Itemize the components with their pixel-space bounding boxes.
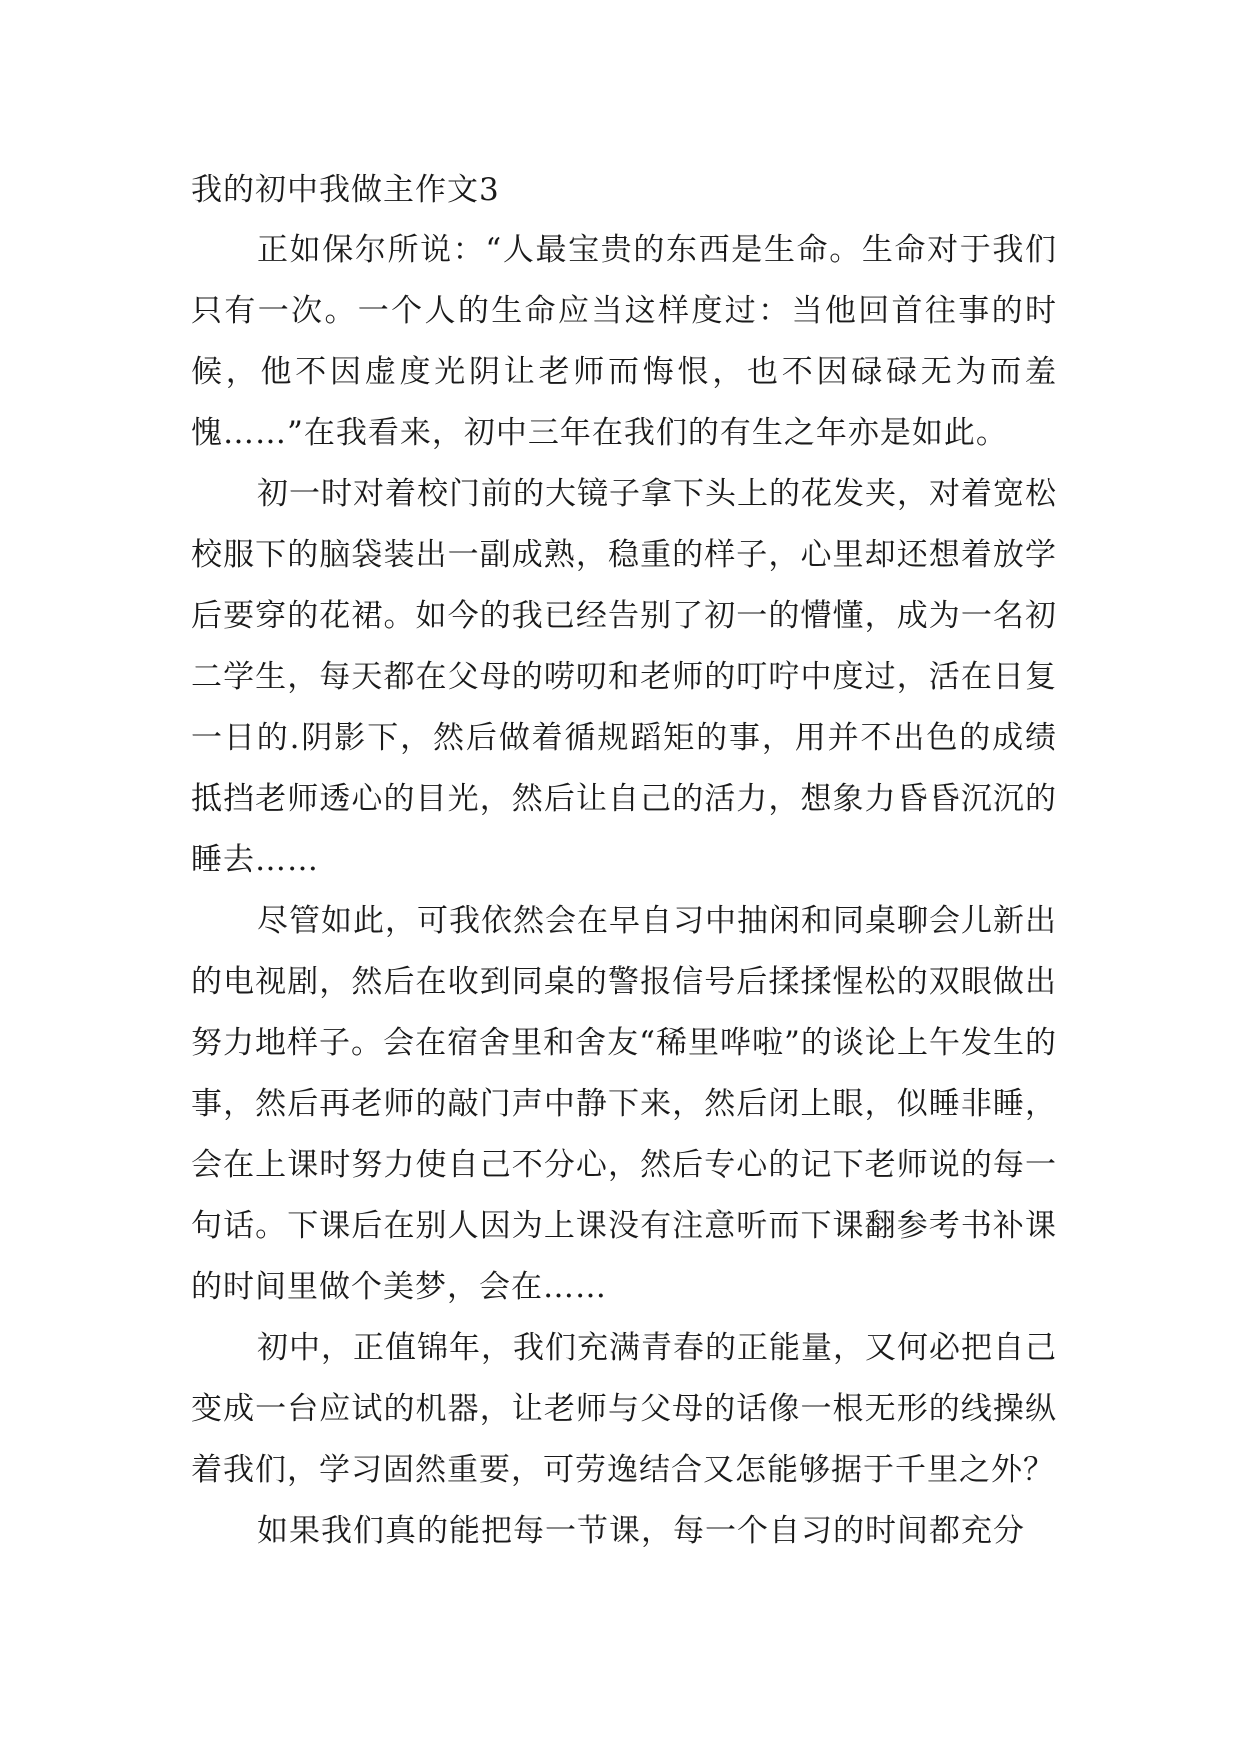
document-title: 我的初中我做主作文3 xyxy=(191,172,500,208)
paragraph-youth: 初中，正值锦年，我们充满青春的正能量，又何必把自己变成一台应试的机器，让老师与父母的话像一根无形的线操纵着我们，学习固然重要，可劳逸结合又怎能够据于千里之外？ xyxy=(191,1330,1057,1488)
paragraph-conclusion: 如果我们真的能把每一节课，每一个自习的时间都充分 xyxy=(257,1513,1025,1549)
paragraph-quote: 正如保尔所说：“人最宝贵的东西是生命。生命对于我们只有一次。一个人的生命应当这样度过：当他回首往事的时候，他不因虚度光阴让老师而悔恨，也不因碌碌无为而羞愧……”在我看来，初中三年在我们的有生之年亦是如此。 xyxy=(191,232,1057,451)
paragraph-grade-one: 初一时对着校门前的大镜子拿下头上的花发夹，对着宽松校服下的脑袋装出一副成熟，稳重的样子，心里却还想着放学后要穿的花裙。如今的我已经告别了初一的懵懂，成为一名初二学生，每天都在父母的唠叨和老师的叮咛中度过，活在日复一日的.阴影下，然后做着循规蹈矩的事，用并不出色的成绩抵挡老师透心的目光，然后让自己的活力，想象力昏昏沉沉的睡去…… xyxy=(191,476,1057,878)
document-page xyxy=(191,160,1057,1562)
paragraph-daily-life: 尽管如此，可我依然会在早自习中抽闲和同桌聊会儿新出的电视剧，然后在收到同桌的警报信号后揉揉惺松的双眼做出努力地样子。会在宿舍里和舍友“稀里哗啦”的谈论上午发生的事，然后再老师的敲门声中静下来，然后闭上眼，似睡非睡，会在上课时努力使自己不分心，然后专心的记下老师说的每一句话。下课后在别人因为上课没有注意听而下课翻参考书补课的时间里做个美梦，会在…… xyxy=(191,903,1057,1305)
